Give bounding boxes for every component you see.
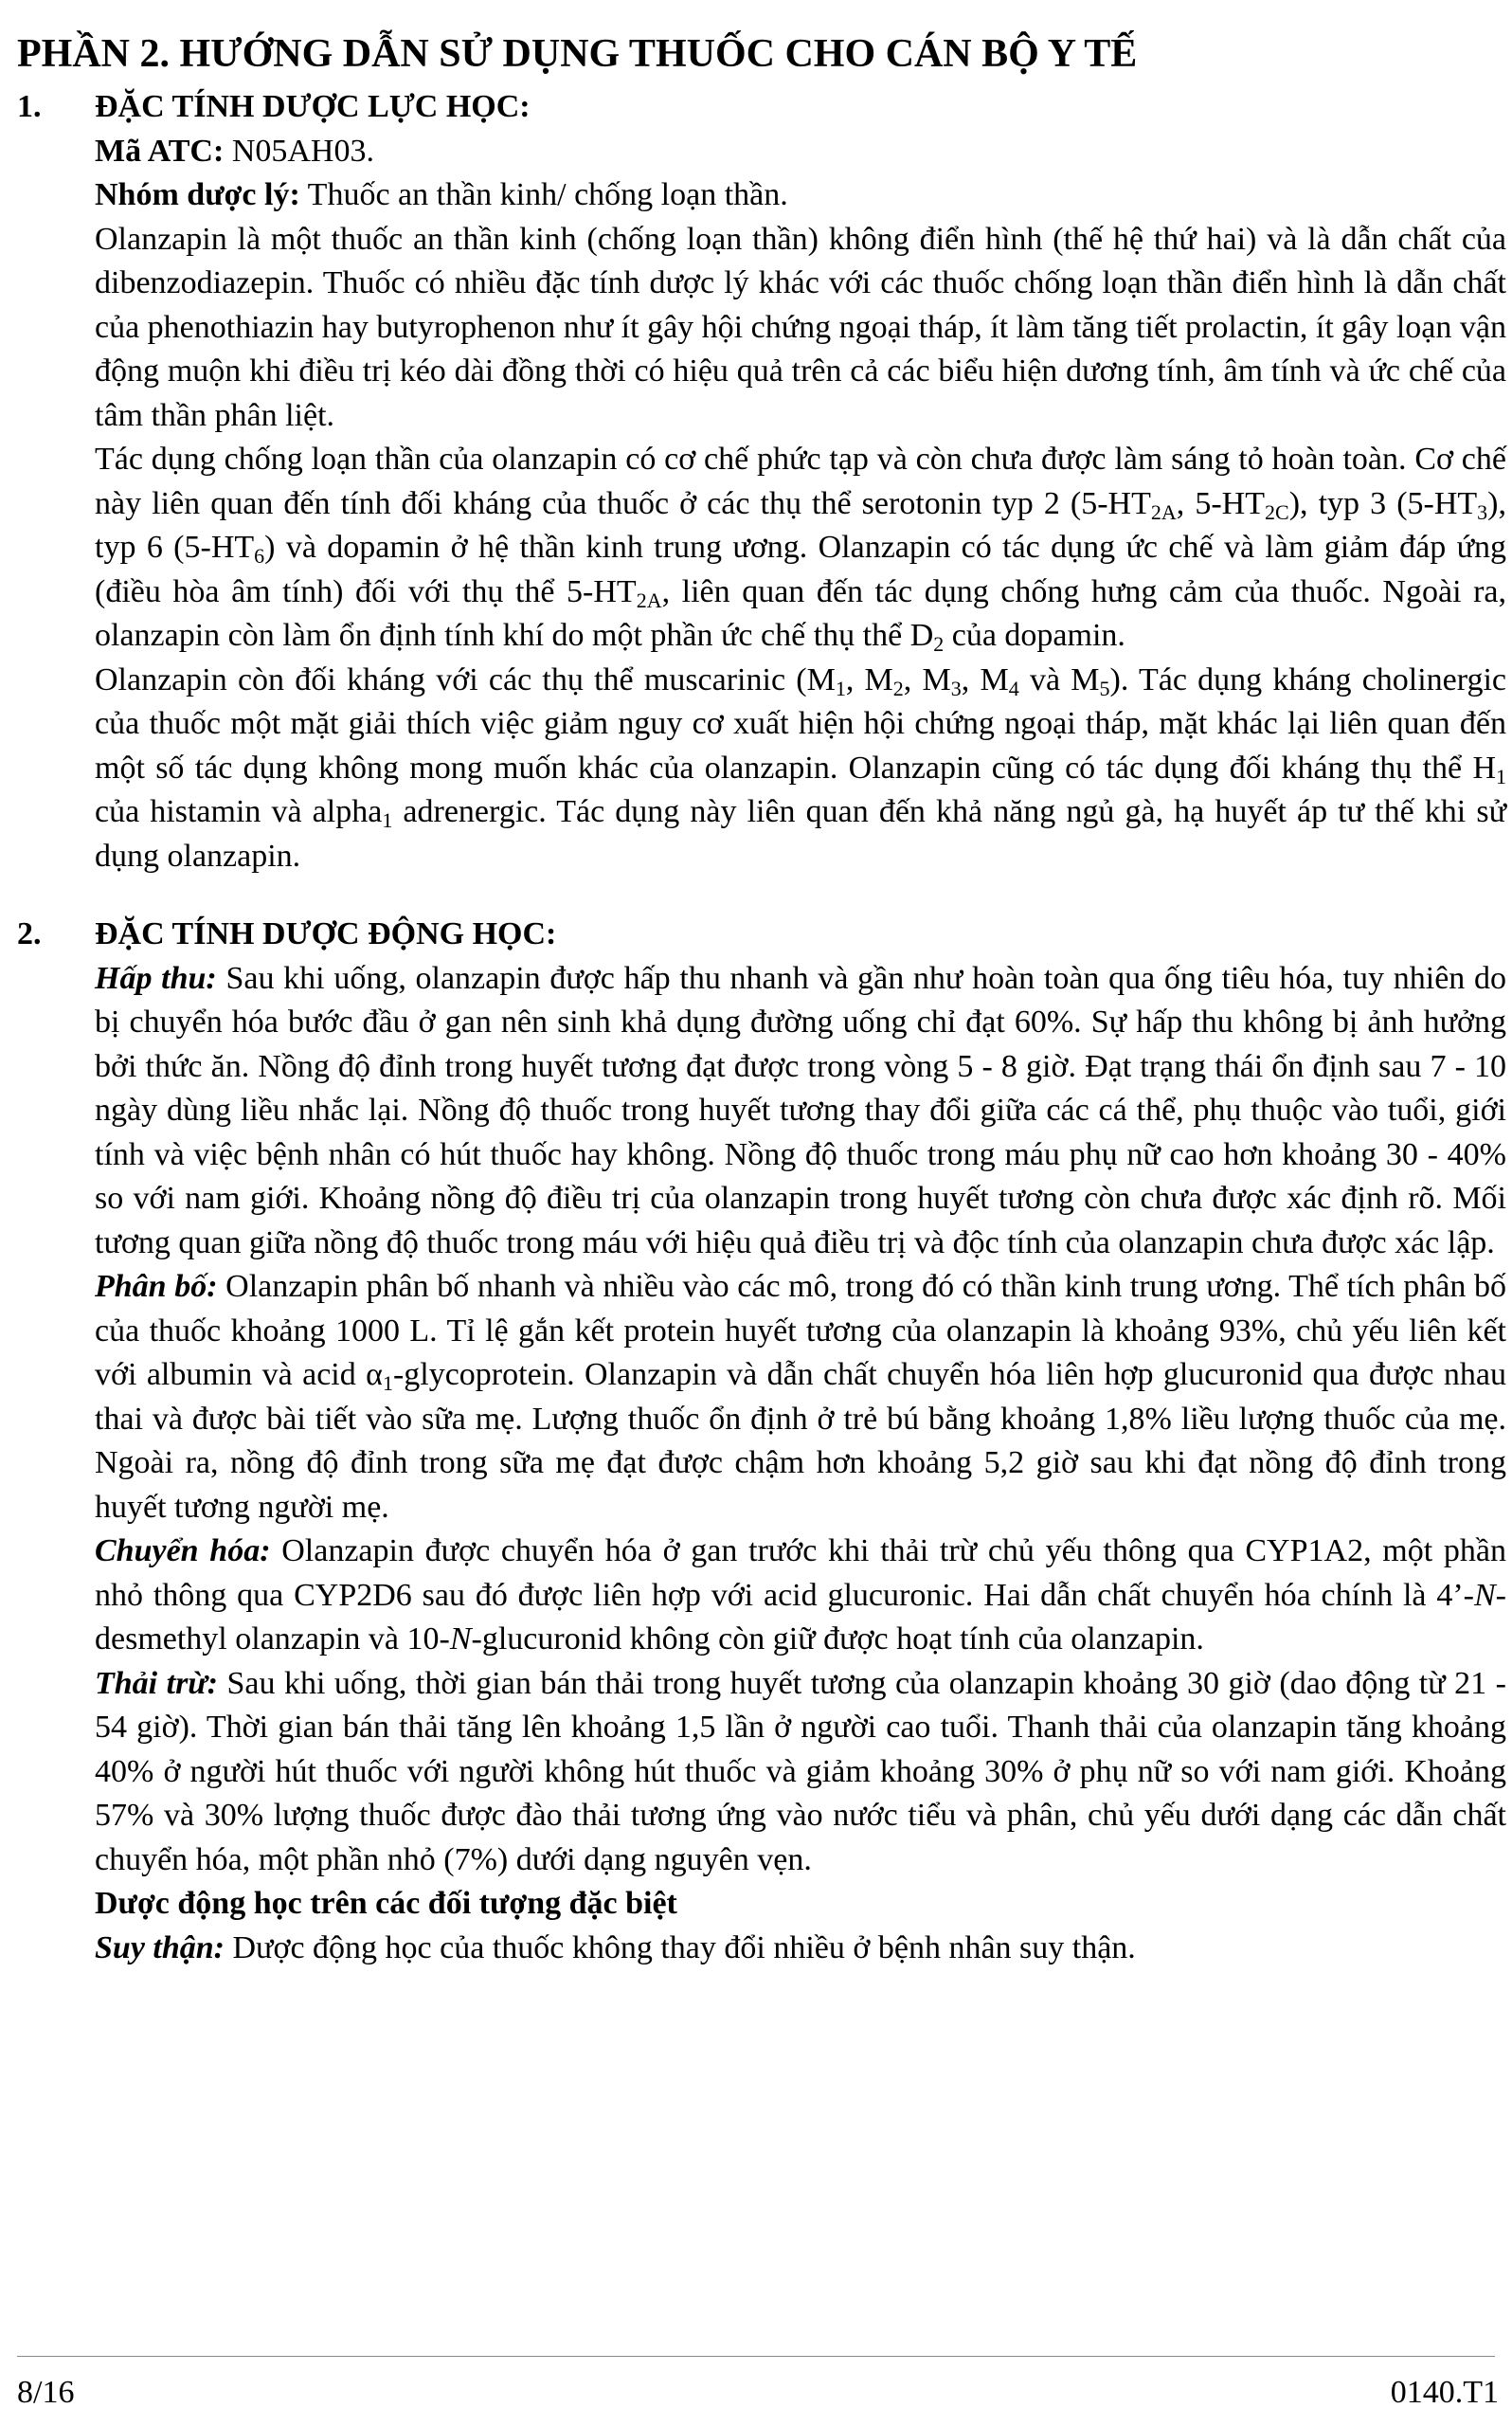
text-run: , M <box>961 661 1009 697</box>
text-run: ). Tác dụng kháng cholinergic của thuốc một mặt giải thích việc giảm nguy cơ xuất hiện hội chứng ngoại tháp, mặt khác lại liên quan đến một số tác dụng không mong muốn khác của olanzapin. Olanzapin cũng có tác dụng đối kháng thụ thể H <box>95 661 1507 786</box>
subscript: 2 <box>892 676 904 700</box>
text-run: -glucuronid không còn giữ được hoạt tính của olanzapin. <box>471 1621 1204 1657</box>
section-1-heading <box>17 85 1506 130</box>
atc-code-line <box>95 130 1506 174</box>
renal-text: Dược động học của thuốc không thay đổi nhiều ở bệnh nhân suy thận. <box>225 1929 1136 1965</box>
renal-impairment-paragraph <box>95 1927 1506 1971</box>
metabolism-label: Chuyển hóa: <box>95 1533 271 1568</box>
subscript: 3 <box>1477 499 1488 524</box>
group-label: Nhóm dược lý: <box>95 177 300 212</box>
section-2-number: 2. <box>17 916 42 951</box>
absorption-paragraph <box>95 957 1506 1266</box>
text-run: , M <box>903 661 951 697</box>
subscript: 2A <box>636 588 662 612</box>
text-run: của histamin và alpha <box>95 794 383 829</box>
pharmacologic-group-line <box>95 173 1506 218</box>
text-run: và M <box>1018 661 1100 697</box>
text-run: Tác dụng chống loạn thần của olanzapin có cơ chế phức tạp và còn chưa được làm sáng tỏ hoàn toàn. Cơ chế này liên quan đến tính đối kháng của thuốc ở các thụ thể serotonin typ 2 (5-HT <box>95 442 1506 521</box>
text-run: -glycoprotein. Olanzapin và dẫn chất chuyển hóa liên hợp glucuronid qua được nhau thai và được bài tiết vào sữa mẹ. Lượng thuốc ổn định ở trẻ bú bằng khoảng 1,8% liều lượng thuốc của mẹ. Ngoài ra, nồng độ đỉnh trong sữa mẹ đạt được chậm hơn khoảng 5,2 giờ sau khi đạt nồng độ đỉnh trong huyết tương người mẹ. <box>95 1357 1506 1525</box>
subscript: 2C <box>1265 499 1289 524</box>
section-1-body <box>17 130 1506 879</box>
section-1-number: 1. <box>17 89 42 124</box>
section-2-title: ĐẶC TÍNH DƯỢC ĐỘNG HỌC: <box>95 916 557 951</box>
absorption-text: Sau khi uống, olanzapin được hấp thu nhanh và gần như hoàn toàn qua ống tiêu hóa, tuy nhiên do bị chuyển hóa bước đầu ở gan nên sinh khả dụng đường uống chỉ đạt 60%. Sự hấp thu không bị ảnh hưởng bởi thức ăn. Nồng độ đỉnh trong huyết tương đạt được trong vòng 5 - 8 giờ. Đạt trạng thái ổn định sau 7 - 10 ngày dùng liều nhắc lại. Nồng độ thuốc trong huyết tương thay đổi giữa các cá thể, phụ thuộc vào tuổi, giới tính và việc bệnh nhân có hút thuốc hay không. Nồng độ thuốc trong máu phụ nữ cao hơn khoảng 30 - 40% so với nam giới. Khoảng nồng độ điều trị của olanzapin trong huyết tương còn chưa được xác định rõ. Mối tương quan giữa nồng độ thuốc trong máu với hiệu quả điều trị và độc tính của olanzapin chưa được xác lập. <box>95 960 1506 1260</box>
pharmacodynamics-paragraph-2 <box>95 438 1506 659</box>
atc-value: N05AH03. <box>224 133 374 169</box>
text-run: , liên quan đến tác dụng chống hưng cảm của thuốc. Ngoài ra, olanzapin còn làm ổn định tính khí do một phần ức chế thụ thể D <box>95 573 1506 653</box>
subscript: 1 <box>835 676 846 700</box>
renal-label: Suy thận: <box>95 1929 225 1965</box>
metabolism-paragraph <box>95 1530 1506 1662</box>
text-run: , M <box>845 661 893 697</box>
subscript: 6 <box>254 544 265 568</box>
document-body <box>17 85 1506 1970</box>
atc-label: Mã ATC: <box>95 133 225 169</box>
text-run: ), typ 6 (5-HT <box>95 485 1506 565</box>
pharmacodynamics-paragraph-3 <box>95 659 1506 879</box>
group-value: Thuốc an thần kinh/ chống loạn thần. <box>299 177 788 212</box>
text-run: , 5-HT <box>1176 485 1265 521</box>
text-run: Olanzapin phân bố nhanh và nhiều vào các mô, trong đó có thần kinh trung ương. Thể tích phân bố của thuốc khoảng 1000 L. Tỉ lệ gắn kết protein huyết tương của olanzapin là khoảng 93%, chủ yếu liên kết với albumin và acid α <box>95 1269 1506 1392</box>
pharmacodynamics-paragraph-1: Olanzapin là một thuốc an thần kinh (chống loạn thần) không điển hình (thế hệ thứ hai) và là dẫn chất của dibenzodiazepin. Thuốc có nhiều đặc tính dược lý khác với các thuốc chống loạn thần điển hình là dẫn chất của phenothiazin hay butyrophenon như ít gây hội chứng ngoại tháp, ít làm tăng tiết prolactin, ít gây loạn vận động muộn khi điều trị kéo dài đồng thời có hiệu quả trên cả các biểu hiện dương tính, âm tính và ức chế của tâm thần phân liệt. <box>95 221 1506 433</box>
italic-run: N <box>1473 1577 1496 1613</box>
subscript: 3 <box>950 676 962 700</box>
elimination-label: Thải trừ: <box>95 1665 218 1701</box>
subscript: 1 <box>382 808 393 832</box>
absorption-label: Hấp thu: <box>95 960 217 996</box>
text-run: adrenergic. Tác dụng này liên quan đến khả năng ngủ gà, hạ huyết áp tư thế khi sử dụng olanzapin. <box>95 794 1506 874</box>
subscript: 2A <box>1150 499 1177 524</box>
subscript: 4 <box>1008 676 1019 700</box>
text-run: Olanzapin còn đối kháng với các thụ thể muscarinic (M <box>95 661 836 697</box>
elimination-text: Sau khi uống, thời gian bán thải trong huyết tương của olanzapin khoảng 30 giờ (dao động từ 21 - 54 giờ). Thời gian bán thải tăng lên khoảng 1,5 lần ở người cao tuổi. Thanh thải của olanzapin tăng khoảng 40% ở người hút thuốc với người không hút thuốc và giảm khoảng 30% ở phụ nữ so với nam giới. Khoảng 57% và 30% lượng thuốc được đào thải tương ứng vào nước tiểu và phân, chủ yếu dưới dạng các dẫn chất chuyển hóa, một phần nhỏ (7%) dưới dạng nguyên vẹn. <box>95 1665 1507 1877</box>
subscript: 1 <box>382 1371 393 1395</box>
document-code: 0140.T1 <box>1390 2375 1499 2410</box>
italic-run: N <box>449 1621 472 1657</box>
text-run: ) và dopamin ở hệ thần kinh trung ương. Olanzapin có tác dụng ức chế và làm giảm đáp ứng (điều hòa âm tính) đối với thụ thể 5-HT <box>95 530 1506 609</box>
section-1-title: ĐẶC TÍNH DƯỢC LỰC HỌC: <box>95 89 531 124</box>
section-2-heading <box>17 913 1506 957</box>
text-run: -desmethyl olanzapin và 10- <box>95 1577 1506 1657</box>
text-run: của dopamin. <box>944 618 1125 653</box>
distribution-label: Phân bố: <box>95 1269 218 1304</box>
distribution-paragraph <box>95 1265 1506 1530</box>
footer-divider <box>17 2356 1495 2357</box>
text-run: ), typ 3 (5-HT <box>1288 485 1478 521</box>
subscript: 1 <box>1496 764 1506 788</box>
special-populations-heading: Dược động học trên các đối tượng đặc biệt <box>95 1886 677 1921</box>
page-number: 8/16 <box>17 2375 75 2410</box>
subscript: 5 <box>1099 676 1110 700</box>
section-2-body <box>17 957 1506 1971</box>
subscript: 2 <box>933 632 945 656</box>
text-run: Olanzapin được chuyển hóa ở gan trước khi thải trừ chủ yếu thông qua CYP1A2, một phần nhỏ thông qua CYP2D6 sau đó được liên hợp với acid glucuronic. Hai dẫn chất chuyển hóa chính là 4’- <box>95 1533 1506 1613</box>
elimination-paragraph <box>95 1662 1506 1883</box>
part-title: PHẦN 2. HƯỚNG DẪN SỬ DỤNG THUỐC CHO CÁN BỘ Y TẾ <box>17 32 1138 76</box>
